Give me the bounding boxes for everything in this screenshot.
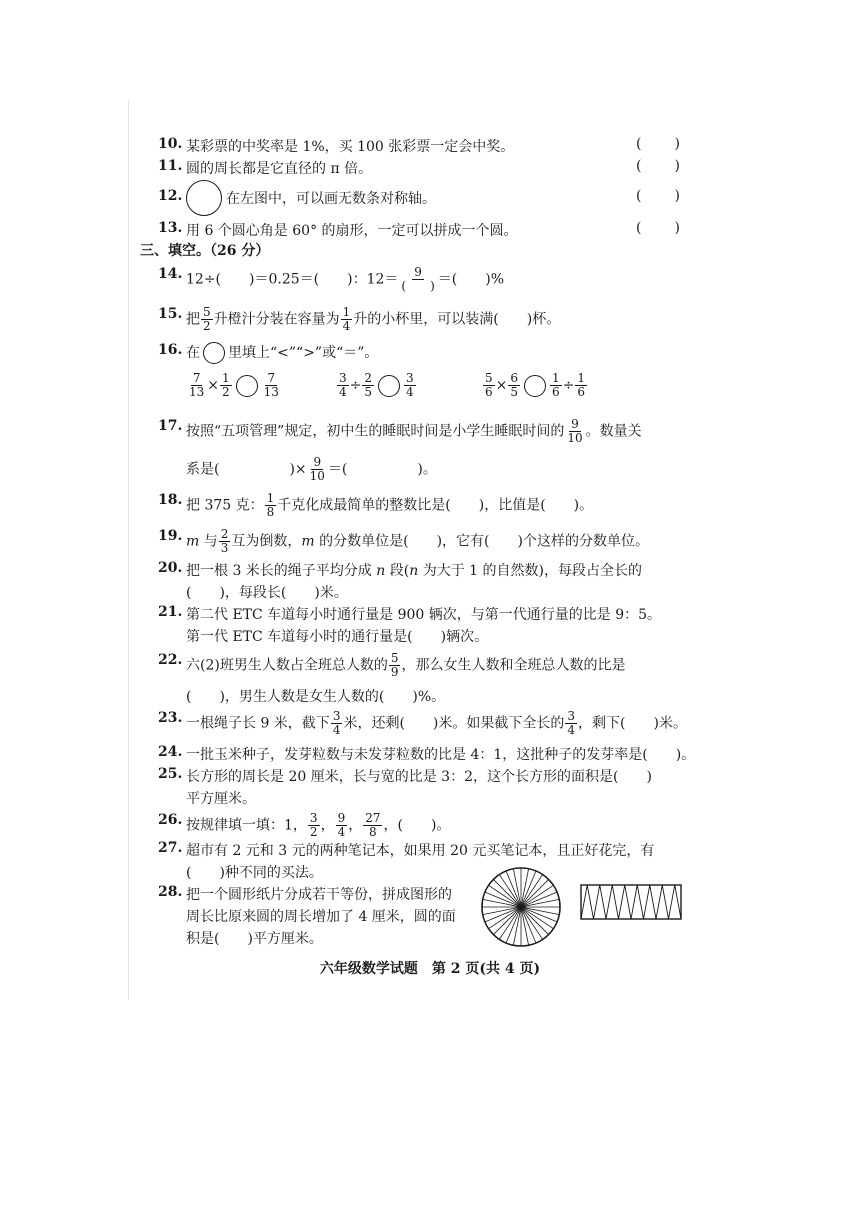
question-number: 23. <box>158 710 183 726</box>
fraction <box>337 372 349 399</box>
denominator: 4 <box>406 385 414 399</box>
operator: × <box>207 377 220 394</box>
question-text: 圆的周长都是它直径的 π 倍。 <box>186 161 373 177</box>
paren-open: ( <box>636 220 642 236</box>
question-number: 14. <box>158 266 183 282</box>
fraction <box>308 456 327 483</box>
text-part: 六(2)班男生人数占全班总人数的 <box>186 657 388 674</box>
numerator: 3 <box>309 811 318 825</box>
fraction <box>187 372 206 399</box>
compare-expr-2 <box>336 372 417 399</box>
numerator: 1 <box>342 305 351 319</box>
fraction <box>201 306 213 333</box>
numerator: 5 <box>203 305 211 319</box>
numerator: 9 <box>337 811 346 825</box>
text-part: 在 <box>186 345 200 361</box>
question-number: 17. <box>158 418 183 434</box>
question-17-line2 <box>186 456 437 483</box>
denominator: 6 <box>577 385 586 399</box>
numerator: 2 <box>364 371 373 385</box>
paren-open: ( <box>636 158 642 174</box>
text-part: 。数量关 <box>585 423 642 440</box>
rearranged-sectors-figure <box>580 884 682 920</box>
question-number: 28. <box>158 884 183 900</box>
fraction <box>336 812 348 839</box>
paren-close: ) <box>674 188 680 204</box>
question-21-line2: 第一代 ETC 车道每小时的通行量是( )辆次。 <box>186 629 489 645</box>
operator: ÷ <box>562 377 575 394</box>
compare-expr-3 <box>482 372 588 399</box>
numerator: 7 <box>267 371 276 385</box>
fraction <box>262 372 281 399</box>
text-part: ，( )。 <box>383 817 451 834</box>
numerator: 3 <box>332 709 341 723</box>
fraction <box>565 418 584 445</box>
fraction <box>575 372 587 399</box>
text-part: ＝( )。 <box>327 461 437 478</box>
compare-expr-1 <box>186 372 282 399</box>
variable: m <box>301 533 315 550</box>
circle-figure <box>186 180 222 216</box>
question-text <box>186 710 687 737</box>
paren-open: ( <box>636 136 642 152</box>
numerator: 3 <box>567 709 576 723</box>
numerator: 9 <box>313 455 322 469</box>
fraction <box>404 372 416 399</box>
sectored-circle-figure <box>480 866 562 948</box>
question-text <box>186 418 642 445</box>
text-part: ，那么女生人数和全班总人数的比是 <box>401 657 626 674</box>
denominator[interactable]: ( ) <box>401 279 435 293</box>
comma: ， <box>348 817 363 834</box>
denominator: 8 <box>266 505 275 519</box>
question-number: 11. <box>158 158 183 174</box>
numerator: 1 <box>577 371 586 385</box>
numerator: 1 <box>552 371 560 385</box>
paren-close: ) <box>674 220 680 236</box>
compare-circle-icon[interactable] <box>378 375 400 397</box>
text-part: 米，还剩( )米。如果截下全长的 <box>343 715 565 732</box>
operator: ÷ <box>349 377 362 394</box>
text-part: 与 <box>199 533 218 550</box>
fraction <box>265 492 277 519</box>
text-part: 为大于 1 的自然数)，每段占全长的 <box>418 563 642 579</box>
denominator: 2 <box>222 385 230 399</box>
text-part: ，剩下( )米。 <box>578 715 687 732</box>
answer-parens[interactable] <box>636 188 680 204</box>
question-text <box>186 342 378 364</box>
fraction <box>550 372 562 399</box>
text-part: 互为倒数， <box>231 533 302 550</box>
denominator: 8 <box>369 825 377 839</box>
denominator: 10 <box>567 431 583 445</box>
paren-open: ( <box>636 188 642 204</box>
numerator: 6 <box>510 371 519 385</box>
text-part: 升橙汁分装在容量为 <box>213 311 340 328</box>
question-text: 某彩票的中奖率是 1%，买 100 张彩票一定会中奖。 <box>186 139 515 155</box>
question-number: 20. <box>158 560 183 576</box>
fraction <box>341 306 353 333</box>
compare-circle-icon[interactable] <box>236 375 258 397</box>
question-text <box>186 492 593 519</box>
question-number: 25. <box>158 766 183 782</box>
question-text: 在左图中，可以画无数条对称轴。 <box>226 191 436 207</box>
question-number: 10. <box>158 136 183 152</box>
denominator: 4 <box>567 723 576 737</box>
question-number: 22. <box>158 652 183 668</box>
question-25-line2: 平方厘米。 <box>186 791 256 807</box>
question-text <box>186 560 642 580</box>
fraction <box>308 812 320 839</box>
denominator: 4 <box>337 825 346 839</box>
question-text <box>186 528 649 555</box>
variable: n <box>409 563 419 579</box>
fraction <box>508 372 520 399</box>
denominator: 5 <box>364 385 373 399</box>
numerator: 27 <box>365 811 381 825</box>
scan-edge <box>128 100 129 1000</box>
denominator: 13 <box>263 385 279 399</box>
question-text <box>186 652 625 679</box>
numerator: 1 <box>222 371 230 385</box>
denominator: 2 <box>203 319 211 333</box>
answer-parens[interactable] <box>636 158 680 174</box>
numerator: 9 <box>571 417 579 431</box>
denominator: 13 <box>189 385 205 399</box>
question-number: 12. <box>158 188 183 204</box>
paren-close: ) <box>674 158 680 174</box>
text-part: 按规律填一填：1， <box>186 817 307 834</box>
fraction <box>363 812 382 839</box>
paren-close: ) <box>674 136 680 152</box>
denominator: 4 <box>339 385 347 399</box>
text-part: 把 375 克： <box>186 497 264 514</box>
answer-parens[interactable] <box>636 136 680 152</box>
question-number: 27. <box>158 840 183 856</box>
question-number: 13. <box>158 220 183 236</box>
page-footer: 六年级数学试题 第 2 页(共 4 页) <box>319 961 541 977</box>
question-text <box>186 266 504 293</box>
text-part: 升的小杯里，可以装满( )杯。 <box>353 311 561 328</box>
fraction <box>389 652 401 679</box>
fraction <box>565 710 577 737</box>
text-part: 把 <box>186 311 200 328</box>
numerator: 5 <box>390 651 399 665</box>
question-number: 19. <box>158 528 183 544</box>
numerator: 9 <box>414 265 422 279</box>
variable: n <box>376 563 386 579</box>
question-22-line2: ( )，男生人数是女生人数的( )%。 <box>186 689 446 705</box>
question-text: 第二代 ETC 车道每小时通行量是 900 辆次，与第一代通行量的比是 9：5。 <box>186 607 662 623</box>
operator: × <box>495 377 508 394</box>
denominator: 6 <box>552 385 560 399</box>
variable: m <box>186 533 200 550</box>
denominator: 4 <box>342 319 351 333</box>
fraction <box>399 266 436 293</box>
text-part: 一根绳子长 9 米，截下 <box>186 715 330 732</box>
numerator: 7 <box>192 371 201 385</box>
text-part: 把一根 3 米长的绳子平均分成 <box>186 563 377 579</box>
circle-icon <box>203 342 225 364</box>
numerator: 5 <box>485 371 493 385</box>
fraction <box>331 710 343 737</box>
fraction <box>362 372 374 399</box>
question-28-line3: 积是( )平方厘米。 <box>186 931 323 947</box>
question-number: 15. <box>158 306 183 322</box>
text-part: 12÷( )＝0.25＝( )：12＝ <box>186 271 399 288</box>
denominator: 3 <box>220 541 229 555</box>
compare-circle-icon[interactable] <box>524 375 546 397</box>
text-part: 按照“五项管理”规定，初中生的睡眠时间是小学生睡眠时间的 <box>186 423 565 440</box>
question-number: 26. <box>158 812 183 828</box>
text-part: 段( <box>385 563 410 579</box>
answer-parens[interactable] <box>636 220 680 236</box>
question-text: 长方形的周长是 20 厘米，长与宽的比是 3：2，这个长方形的面积是( ) <box>186 769 652 785</box>
section-heading: 三、填空。（26 分） <box>140 243 270 259</box>
fraction <box>220 372 232 399</box>
question-number: 18. <box>158 492 183 508</box>
question-number: 21. <box>158 604 183 620</box>
question-text: 把一个圆形纸片分成若干等份，拼成图形的 <box>186 887 452 903</box>
numerator: 1 <box>266 491 275 505</box>
question-20-line2: ( )，每段长( )米。 <box>186 585 348 601</box>
question-text <box>186 306 560 333</box>
text-part: 系是( )× <box>186 461 307 478</box>
question-number: 16. <box>158 342 183 358</box>
question-number: 24. <box>158 744 183 760</box>
text-part: 千克化成最简单的整数比是( )，比值是( )。 <box>277 497 594 514</box>
denominator: 9 <box>390 665 399 679</box>
denominator: 2 <box>309 825 318 839</box>
text-part: ＝( )% <box>437 271 504 288</box>
denominator: 6 <box>485 385 493 399</box>
numerator: 2 <box>220 527 229 541</box>
fraction <box>483 372 495 399</box>
question-28-line2: 周长比原来圆的周长增加了 4 厘米，圆的面 <box>186 909 456 925</box>
text-part: 里填上“<”“>”或“＝”。 <box>228 345 379 361</box>
denominator: 4 <box>332 723 341 737</box>
denominator: 10 <box>309 469 325 483</box>
text-part: 的分数单位是( )，它有( )个这样的分数单位。 <box>314 533 649 550</box>
question-text: 一批玉米种子，发芽粒数与未发芽粒数的比是 4：1，这批种子的发芽率是( )。 <box>186 747 696 763</box>
comma: ， <box>320 817 335 834</box>
numerator: 3 <box>339 371 347 385</box>
question-text: 超市有 2 元和 3 元的两种笔记本，如果用 20 元买笔记本，且正好花完，有 <box>186 843 655 859</box>
fraction <box>219 528 231 555</box>
denominator: 5 <box>510 385 519 399</box>
question-text: 用 6 个圆心角是 60° 的扇形，一定可以拼成一个圆。 <box>186 223 518 239</box>
question-text <box>186 812 450 839</box>
question-27-line2: ( )种不同的买法。 <box>186 865 323 881</box>
numerator: 3 <box>406 371 414 385</box>
